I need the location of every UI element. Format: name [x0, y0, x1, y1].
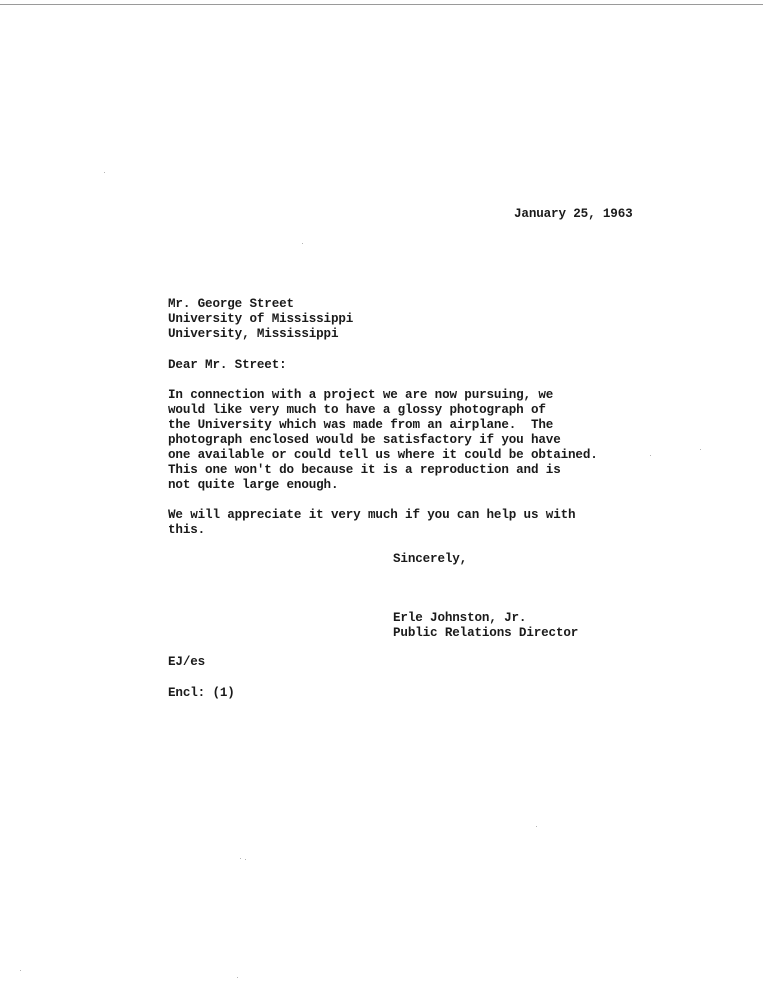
recipient-organization: University of Mississippi: [168, 312, 354, 326]
scan-speck: [245, 859, 246, 860]
scan-speck: [240, 858, 241, 859]
enclosure-note: Encl: (1): [168, 686, 235, 700]
scan-speck: [104, 172, 105, 173]
paragraph-line: We will appreciate it very much if you can help us with: [168, 508, 576, 522]
paragraph-line: not quite large enough.: [168, 478, 339, 492]
paragraph-line: one available or could tell us where it could be obtained.: [168, 448, 598, 462]
scan-speck: [20, 970, 21, 971]
scan-speck: [237, 977, 238, 978]
letter-date: January 25, 1963: [514, 207, 633, 221]
paragraph-line: the University which was made from an airplane. The: [168, 418, 554, 432]
recipient-name: Mr. George Street: [168, 297, 294, 311]
paragraph-line: This one won't do because it is a reproduction and is: [168, 463, 561, 477]
recipient-location: University, Mississippi: [168, 327, 339, 341]
paragraph-line: In connection with a project we are now pursuing, we: [168, 388, 554, 402]
paragraph-line: photograph enclosed would be satisfactory if you have: [168, 433, 561, 447]
scan-speck: [700, 449, 701, 450]
salutation: Dear Mr. Street:: [168, 358, 287, 372]
scan-speck: [302, 243, 303, 244]
scan-speck: [536, 826, 537, 827]
signer-name: Erle Johnston, Jr.: [393, 611, 527, 625]
scan-speck: [650, 455, 651, 456]
reference-initials: EJ/es: [168, 655, 206, 669]
closing: Sincerely,: [393, 552, 468, 566]
signer-title: Public Relations Director: [393, 626, 579, 640]
paragraph-line: would like very much to have a glossy photograph of: [168, 403, 546, 417]
top-edge-rule: [0, 4, 763, 5]
paragraph-line: this.: [168, 523, 206, 537]
